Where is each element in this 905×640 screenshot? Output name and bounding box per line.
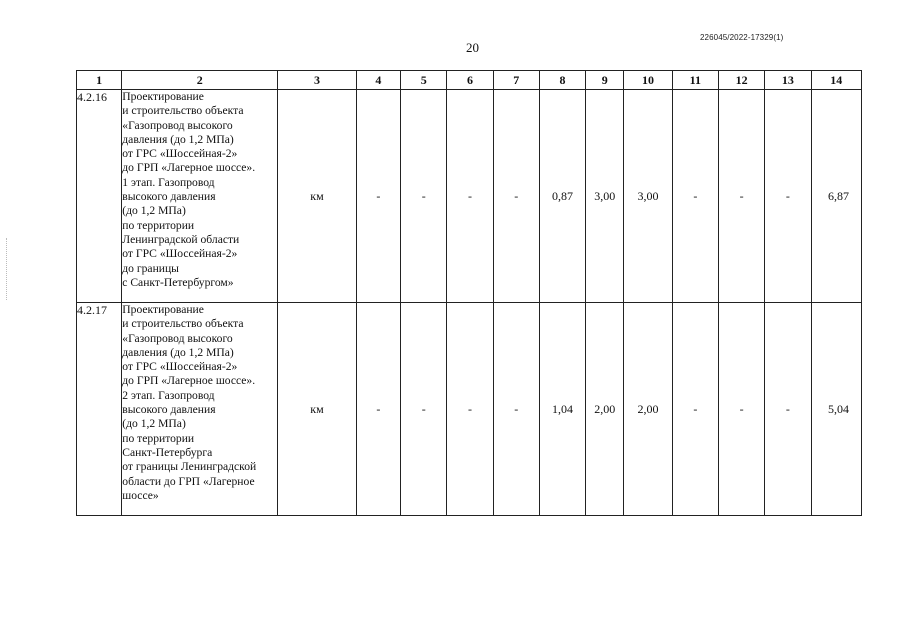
cell-col-6: - [447,90,493,303]
col-header: 8 [539,71,585,90]
col-header: 13 [765,71,811,90]
cell-col-12: - [718,90,764,303]
table-row [77,90,862,303]
col-header: 2 [122,71,278,90]
cell-col-7: - [493,90,539,303]
cell-col-11: - [672,90,718,303]
header-row [77,71,862,90]
row-description: Проектирование и строительство объекта «Газопровод высокого давления (до 1,2 МПа) от ГРС «Шоссейная-2» до ГРП «Лагерное шоссе». 2 этап. Газопровод высокого давления (до 1,2 МПа) по территории Санкт-Петербурга от границы Ленинградской области до ГРП «Лагерное шоссе» [122,303,278,516]
cell-col-13: - [765,303,811,516]
cell-col-7: - [493,303,539,516]
col-header: 14 [811,71,861,90]
col-header: 12 [718,71,764,90]
col-header: 6 [447,71,493,90]
margin-scan-mark [6,238,7,300]
cell-col-5: - [401,303,447,516]
col-header: 1 [77,71,122,90]
cell-col-9: 2,00 [586,303,624,516]
row-number: 4.2.17 [77,303,122,516]
document-registration-number: 226045/2022-17329(1) [700,33,784,42]
cell-col-8: 0,87 [539,90,585,303]
cell-col-4: - [356,90,400,303]
row-number: 4.2.16 [77,90,122,303]
cell-col-4: - [356,303,400,516]
cell-col-11: - [672,303,718,516]
row-unit: км [278,303,357,516]
table-row [77,303,862,516]
data-table [76,70,862,516]
cell-col-5: - [401,90,447,303]
cell-col-13: - [765,90,811,303]
cell-col-6: - [447,303,493,516]
cell-col-9: 3,00 [586,90,624,303]
cell-col-10: 2,00 [624,303,672,516]
cell-col-14: 5,04 [811,303,861,516]
row-description: Проектирование и строительство объекта «Газопровод высокого давления (до 1,2 МПа) от ГРС «Шоссейная-2» до ГРП «Лагерное шоссе». 1 этап. Газопровод высокого давления (до 1,2 МПа) по территории Ленинградской области от ГРС «Шоссейная-2» до границы с Санкт-Петербургом» [122,90,278,303]
col-header: 5 [401,71,447,90]
col-header: 4 [356,71,400,90]
col-header: 3 [278,71,357,90]
cell-col-10: 3,00 [624,90,672,303]
col-header: 7 [493,71,539,90]
cell-col-14: 6,87 [811,90,861,303]
col-header: 10 [624,71,672,90]
page-number: 20 [466,40,479,55]
col-header: 9 [586,71,624,90]
cell-col-8: 1,04 [539,303,585,516]
row-unit: км [278,90,357,303]
cell-col-12: - [718,303,764,516]
col-header: 11 [672,71,718,90]
